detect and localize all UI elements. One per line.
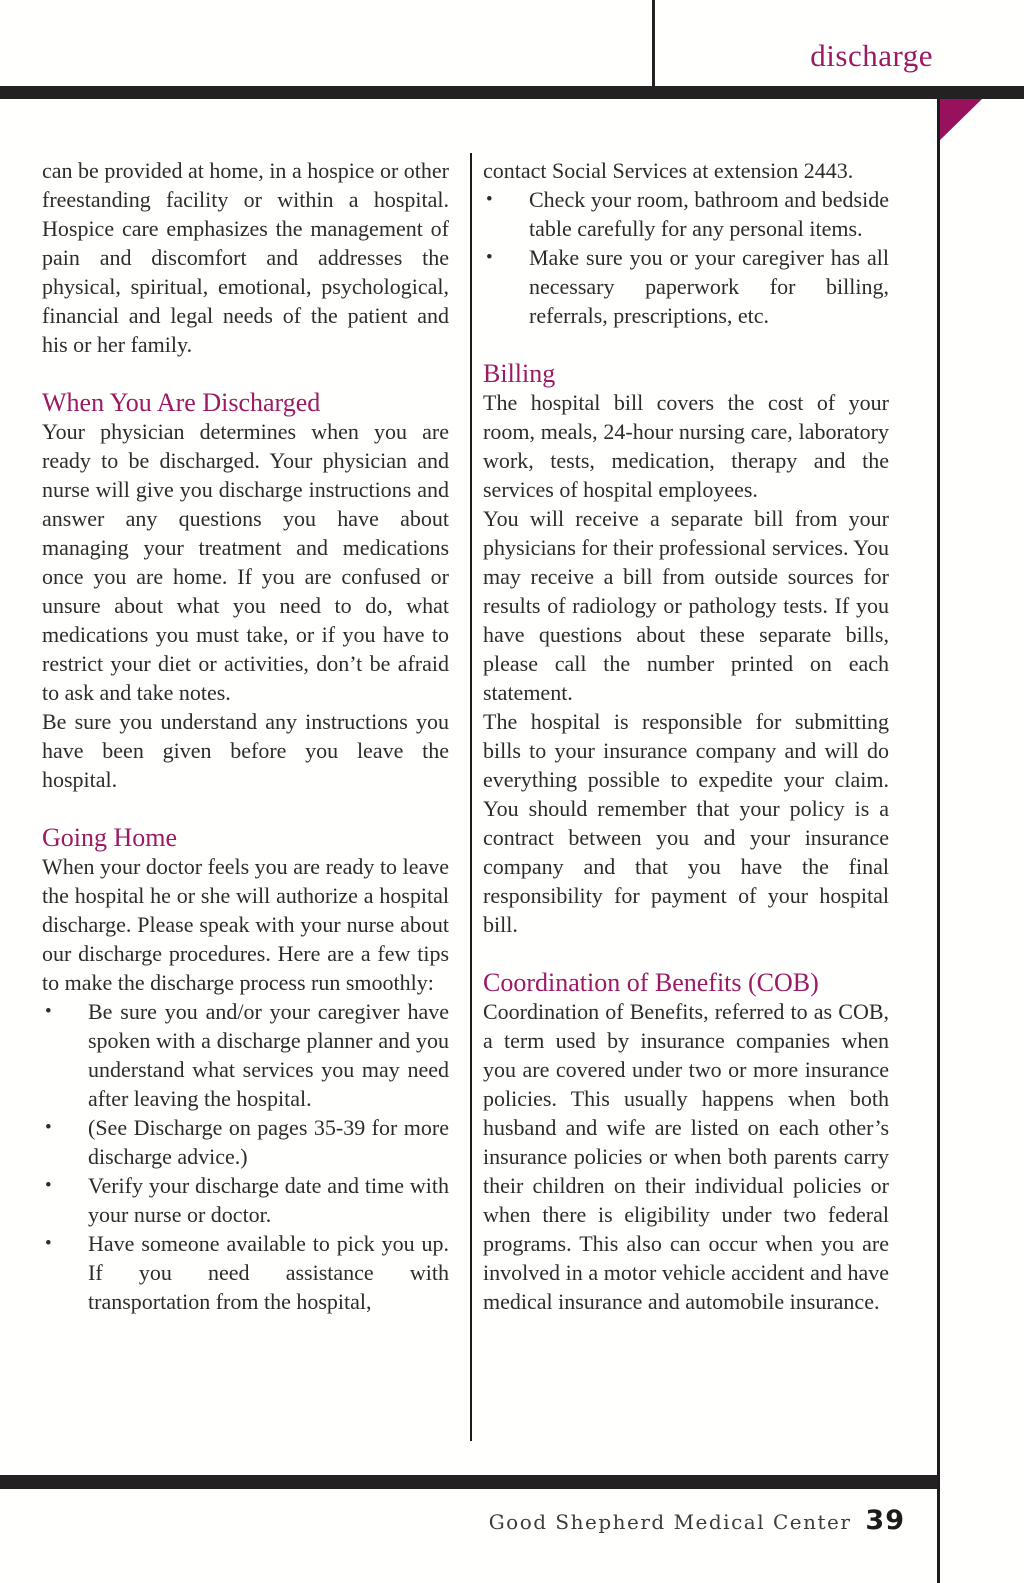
- footer-brand: Good Shepherd Medical Center: [488, 1510, 852, 1534]
- bullet-icon: •: [45, 1117, 52, 1138]
- bullet-icon: •: [45, 1001, 52, 1022]
- bullet-icon: •: [486, 247, 493, 268]
- section-when-you-are-discharged: [42, 388, 449, 794]
- bullet-text: Verify your discharge date and time with your nurse or doctor.: [88, 1173, 449, 1227]
- page-footer: [489, 1505, 905, 1536]
- footer-bar: [0, 1475, 938, 1489]
- header-bar: [0, 86, 1024, 99]
- column-divider-rule: [470, 153, 472, 1441]
- paragraph: Your physician determines when you are ready to be discharged. Your physician and nurse will give you discharge instructions and answer any questions you have about managing your treatment and medications once you are home. If you are confused or unsure about what you need to do, what medications you must take, or if you have to restrict your diet or activities, don’t be afraid to ask and take notes.: [42, 419, 449, 705]
- paragraph: The hospital is responsible for submitting bills to your insurance company and will do everything possible to expedite your claim. You should remember that your policy is a contract between you and your insurance company and that you have the final responsibility for payment of your hospital bill.: [483, 709, 889, 937]
- right-column: [483, 156, 889, 1316]
- bullet-icon: •: [486, 189, 493, 210]
- section-heading: When You Are Discharged: [42, 388, 321, 417]
- bullet-icon: •: [45, 1175, 52, 1196]
- page-title: discharge: [810, 38, 933, 73]
- bullet-item: [42, 1113, 449, 1171]
- bullet-text: Make sure you or your caregiver has all necessary paperwork for billing, referrals, prescriptions, etc.: [529, 245, 889, 328]
- bullet-item: [42, 1229, 449, 1316]
- bullet-text: Have someone available to pick you up. If you need assistance with transportation from the hospital,: [88, 1231, 449, 1314]
- bullet-item: [42, 997, 449, 1113]
- footer-page-number: 39: [865, 1505, 905, 1536]
- bullet-item: [483, 185, 889, 243]
- paragraph: You will receive a separate bill from your physicians for their professional services. You may receive a bill from outside sources for results of radiology or pathology tests. If you have questions about these separate bills, please call the number printed on each statement.: [483, 506, 889, 705]
- bullet-text: Be sure you and/or your caregiver have spoken with a discharge planner and you understand what services you may need after leaving the hospital.: [88, 999, 449, 1111]
- section-heading: Going Home: [42, 823, 178, 852]
- paragraph: The hospital bill covers the cost of your room, meals, 24-hour nursing care, laboratory work, tests, medication, therapy and the services of hospital employees.: [483, 390, 889, 502]
- bullet-item: [42, 1171, 449, 1229]
- bullet-text: (See Discharge on pages 35-39 for more discharge advice.): [88, 1115, 449, 1169]
- right-margin-rule: [937, 99, 940, 1583]
- section-going-home: [42, 823, 449, 1316]
- section-heading: Coordination of Benefits (COB): [483, 968, 819, 997]
- paragraph: When your doctor feels you are ready to leave the hospital he or she will authorize a hospital discharge. Please speak with your nurse about our discharge procedures. Here are a few tips to make the discharge process run smoothly:: [42, 854, 449, 995]
- paragraph: Coordination of Benefits, referred to as COB, a term used by insurance companies when you are covered under two or more insurance policies. This usually happens when both husband and wife are listed on each other’s insurance policies or when both parents carry their children on their individual policies or when there is eligibility under two federal programs. This also can occur when you are involved in a motor vehicle accident and have medical insurance and automobile insurance.: [483, 999, 889, 1314]
- left-column: [42, 156, 449, 1316]
- corner-triangle-decoration: [937, 99, 982, 143]
- bullet-item: [483, 243, 889, 330]
- section-billing: [483, 359, 889, 939]
- bullet-icon: •: [45, 1233, 52, 1254]
- section-heading: Billing: [483, 359, 556, 388]
- continuation-paragraph: contact Social Services at extension 2443.: [483, 158, 854, 183]
- bullet-text: Check your room, bathroom and bedside table carefully for any personal items.: [529, 187, 889, 241]
- section-coordination-of-benefits: [483, 968, 889, 1316]
- paragraph: Be sure you understand any instructions you have been given before you leave the hospital.: [42, 709, 449, 792]
- intro-paragraph: can be provided at home, in a hospice or other freestanding facility or within a hospital. Hospice care emphasizes the management of pain and discomfort and addresses the physical, spiritual, emotional, psychological, financial and legal needs of the patient and his or her family.: [42, 158, 449, 357]
- header-divider-rule: [652, 0, 655, 86]
